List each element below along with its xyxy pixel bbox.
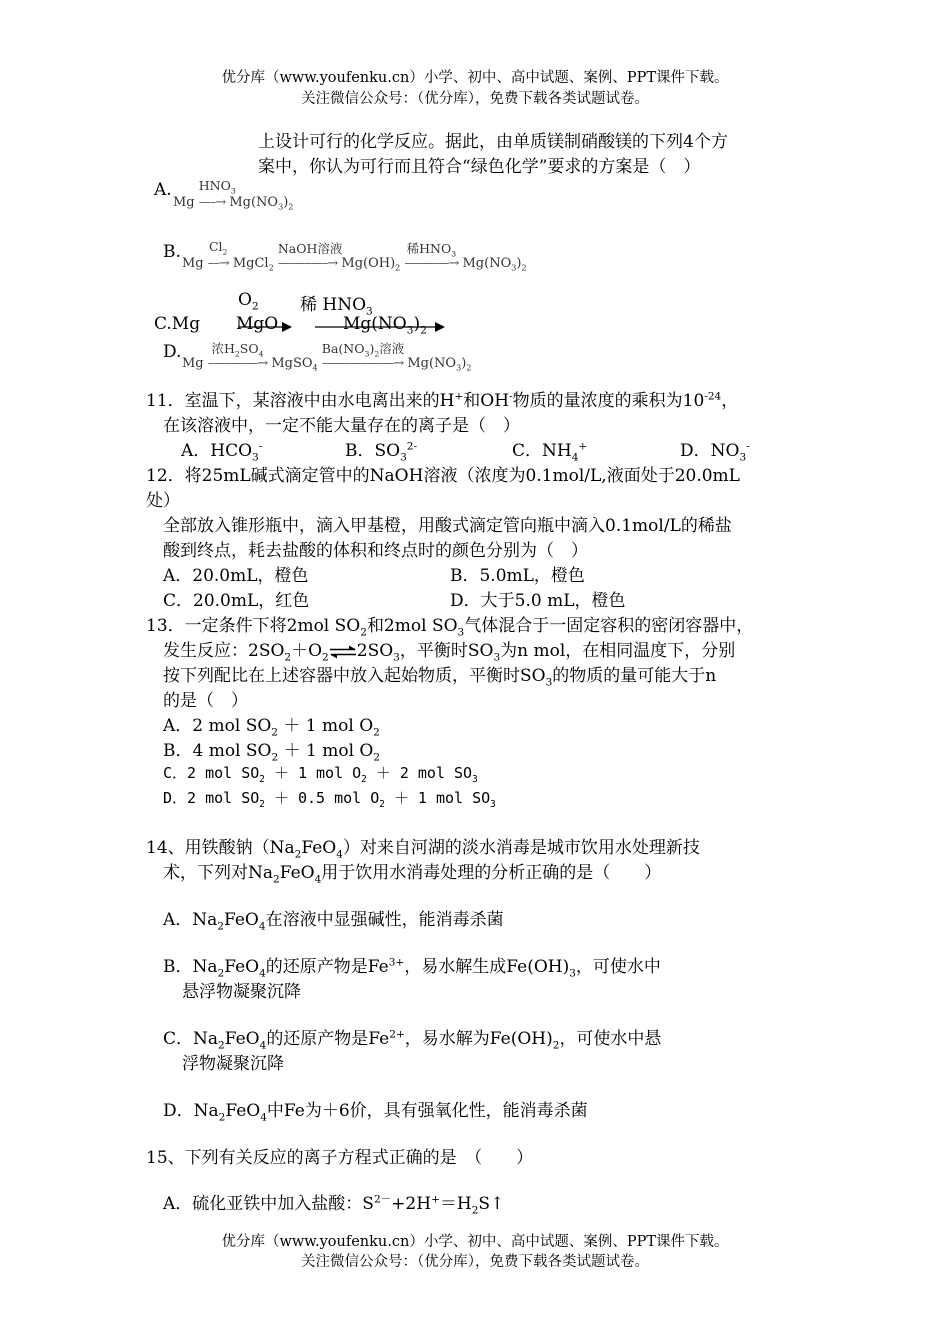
sub: 2 bbox=[294, 848, 302, 861]
q15-option-a bbox=[163, 1189, 505, 1217]
sub: 2 bbox=[552, 1039, 560, 1052]
text: A．HCO bbox=[181, 441, 253, 461]
q10-option-d-scheme bbox=[182, 341, 472, 373]
text: FeO bbox=[224, 1029, 260, 1049]
text: FeO bbox=[279, 863, 315, 883]
q12-stem-line-3: 全部放入锥形瓶中，滴入甲基橙，用酸式滴定管向瓶中滴入0.1mol/L的稀盐 bbox=[163, 516, 732, 536]
q14-option-c bbox=[163, 1024, 662, 1052]
header-line-2: 关注微信公众号：（优分库），免费下载各类试题试卷。 bbox=[301, 91, 649, 107]
reagent: Ba(NO bbox=[321, 341, 365, 356]
arrow-head-2 bbox=[435, 322, 445, 332]
text: ＝H bbox=[439, 1194, 472, 1214]
sub: 2 bbox=[395, 263, 401, 273]
sup: 2- bbox=[406, 440, 418, 453]
sub: 2 bbox=[217, 967, 225, 980]
q13-option-d bbox=[163, 787, 496, 808]
text: A．2 mol SO bbox=[163, 716, 272, 736]
sup: 2－ bbox=[373, 1193, 392, 1206]
sub: 3 bbox=[252, 451, 259, 464]
text: 的还原产物是Fe bbox=[266, 1029, 390, 1049]
sub: 2 bbox=[361, 774, 367, 785]
sub: 3 bbox=[230, 186, 236, 196]
q10-option-b-label: B. bbox=[163, 242, 181, 262]
sup: - bbox=[258, 440, 263, 453]
reaction-arrow: 浓$H_2SO_4$ –––––––––→ bbox=[207, 341, 268, 371]
q10-option-c-product-2 bbox=[343, 314, 427, 337]
sub: 3 bbox=[456, 363, 462, 373]
q12-option-a: A．20.0mL，橙色 bbox=[163, 566, 309, 586]
paren: ) bbox=[461, 356, 467, 371]
reagent: NaOH溶液 bbox=[277, 241, 343, 256]
sub: 2 bbox=[521, 263, 527, 273]
sub: 2 bbox=[284, 651, 292, 664]
text: C．Na bbox=[163, 1029, 219, 1049]
text: A．Na bbox=[163, 910, 218, 930]
reaction-arrow: 稀$HNO_3$ ––––––––→ bbox=[404, 241, 459, 271]
product: Mg(NO bbox=[229, 195, 279, 210]
reagent: SO bbox=[239, 341, 259, 356]
text: +2H bbox=[391, 1194, 432, 1214]
sup: - bbox=[746, 440, 750, 453]
text: A．硫化亚铁中加入盐酸：S bbox=[163, 1194, 374, 1214]
q10-option-d-label: D. bbox=[163, 342, 182, 362]
sub: 2 bbox=[259, 799, 265, 810]
sub: 2 bbox=[273, 873, 280, 886]
q13-stem-line-3 bbox=[163, 661, 717, 689]
text: 物质的量浓度的乘积为10 bbox=[512, 391, 705, 411]
sub: 2 bbox=[360, 626, 367, 639]
sup: + bbox=[578, 440, 588, 453]
text: 按下列配比在上述容器中放入起始物质，平衡时SO bbox=[163, 666, 546, 686]
text: B．SO bbox=[345, 441, 401, 461]
q10-option-c-reagent-2 bbox=[300, 290, 373, 318]
sub: 3 bbox=[457, 626, 465, 639]
q13-stem-line-2 bbox=[163, 636, 736, 664]
reagent: 稀 HNO bbox=[300, 295, 367, 315]
reagent: O bbox=[238, 290, 252, 310]
sub: 3 bbox=[511, 263, 517, 273]
sub: 2 bbox=[471, 1204, 479, 1217]
sup: + bbox=[454, 390, 464, 403]
reaction-arrow: NaOH溶液 –––––––––→ bbox=[277, 241, 343, 271]
sub: 2 bbox=[234, 349, 240, 359]
product: Mg(NO bbox=[462, 256, 512, 271]
reaction-arrow: $Ba(NO_3)_2$溶液 –––––––––––––→ bbox=[321, 341, 405, 371]
sub: 3 bbox=[406, 324, 414, 337]
sub: 4 bbox=[571, 451, 579, 464]
q10-option-c-label: C.Mg bbox=[154, 314, 201, 334]
text: C．2 mol SO bbox=[163, 764, 260, 782]
sub: 4 bbox=[258, 920, 266, 933]
text: ＋ 1 mol O bbox=[277, 716, 374, 736]
sup: 2+ bbox=[389, 1028, 405, 1041]
q14-option-b-line-2: 悬浮物凝聚沉降 bbox=[182, 982, 301, 1002]
reagent: HNO bbox=[198, 178, 231, 193]
text: 2SO bbox=[356, 641, 394, 661]
mg: Mg bbox=[173, 195, 195, 210]
sub: 3 bbox=[400, 451, 407, 464]
text: FeO bbox=[225, 1101, 261, 1121]
sub: 2 bbox=[373, 726, 380, 739]
sub: 2 bbox=[251, 300, 259, 313]
reagent: Cl bbox=[208, 239, 223, 254]
sub: 2 bbox=[271, 751, 279, 764]
sub: 2 bbox=[218, 1111, 226, 1124]
text: D．2 mol SO bbox=[163, 789, 260, 807]
reagent: 浓H bbox=[211, 341, 235, 356]
q14-stem-line-2 bbox=[163, 858, 662, 886]
text: 的还原产物是Fe bbox=[265, 957, 389, 977]
paren: ) bbox=[413, 314, 421, 334]
sub: 4 bbox=[259, 1039, 267, 1052]
q10-option-a-label: A. bbox=[154, 180, 172, 200]
text: 14、用铁酸钠（Na bbox=[146, 838, 295, 858]
q13-stem-line-4: 的是（ ） bbox=[163, 691, 248, 711]
arrow-head-1 bbox=[282, 322, 292, 332]
sub: 2 bbox=[322, 651, 329, 664]
reaction-arrow: $HNO_3$ –––→ bbox=[198, 178, 236, 210]
footer-line-2: 关注微信公众号：（优分库），免费下载各类试题试卷。 bbox=[301, 1254, 649, 1270]
reaction-arrow: $Cl_2$ ––→ bbox=[207, 239, 229, 271]
paren: ) bbox=[369, 341, 375, 356]
text: ＋O bbox=[291, 641, 323, 661]
product: Mg(NO bbox=[343, 314, 407, 334]
q12-stem-line-1: 12．将25mL碱式滴定管中的NaOH溶液（浓度为0.1mol/L,液面处于20.0mL bbox=[146, 466, 740, 486]
q11-stem-line-2: 在该溶液中，一定不能大量存在的离子是（ ） bbox=[163, 416, 520, 436]
text: D．NO bbox=[680, 441, 740, 461]
text: 13．一定条件下将2mol SO bbox=[146, 616, 361, 636]
sub: 2 bbox=[271, 726, 278, 739]
sub: 4 bbox=[260, 1111, 267, 1124]
q13-stem-line-1 bbox=[146, 611, 754, 639]
text: C．NH bbox=[512, 441, 572, 461]
q12-option-c: C．20.0mL，红色 bbox=[163, 591, 310, 611]
q11-option-d bbox=[680, 436, 750, 464]
q11-stem-line-1 bbox=[146, 386, 738, 411]
reagent: 溶液 bbox=[379, 341, 405, 356]
sub: 3 bbox=[472, 774, 478, 785]
q14-stem-line-1 bbox=[146, 833, 700, 861]
q14-option-b bbox=[163, 952, 661, 980]
sup: - bbox=[509, 390, 513, 403]
q11-option-a bbox=[181, 436, 263, 464]
text: 中Fe为＋6价，具有强氧化性，能消毒杀菌 bbox=[266, 1101, 588, 1121]
product: MgCl bbox=[232, 256, 269, 271]
text: B．4 mol SO bbox=[163, 741, 272, 761]
sub: 2 bbox=[222, 247, 228, 257]
text: D．Na bbox=[163, 1101, 219, 1121]
sub: 3 bbox=[569, 967, 576, 980]
sup: 3+ bbox=[388, 956, 405, 969]
sub: 3 bbox=[364, 349, 370, 359]
sub: 3 bbox=[366, 305, 373, 318]
product: Mg(OH) bbox=[341, 256, 396, 271]
q10-option-a-scheme bbox=[173, 178, 294, 212]
q10-stem-line-2: 案中，你认为可行而且符合“绿色化学”要求的方案是（ ） bbox=[258, 157, 701, 177]
reagent: 稀HNO bbox=[406, 241, 452, 256]
q13-option-c bbox=[163, 762, 478, 783]
q10-option-b-scheme bbox=[182, 239, 527, 273]
q10-stem-line-1: 上设计可行的化学反应。据此，由单质镁制硝酸镁的下列4个方 bbox=[258, 132, 728, 152]
q15-stem: 15、下列有关反应的离子方程式正确的是 （ ） bbox=[146, 1148, 534, 1168]
text: ，可使水中 bbox=[575, 957, 661, 977]
q13-option-b bbox=[163, 736, 381, 764]
text: 和2mol SO bbox=[366, 616, 458, 636]
sub: 3 bbox=[545, 676, 553, 689]
sub: 2 bbox=[218, 1039, 225, 1052]
q12-option-b: B．5.0mL，橙色 bbox=[450, 566, 585, 586]
header-line-1: 优分库（www.youfenku.cn）小学、初中、高中试题、案例、PPT课件下载。 bbox=[221, 70, 729, 86]
sub: 2 bbox=[379, 799, 385, 810]
text: 术，下列对Na bbox=[163, 863, 274, 883]
text: ）对来自河湖的淡水消毒是城市饮用水处理新技 bbox=[342, 838, 700, 858]
q12-option-d: D．大于5.0 mL，橙色 bbox=[450, 591, 626, 611]
text: 在溶液中显强碱性，能消毒杀菌 bbox=[265, 910, 504, 930]
sup: -24 bbox=[704, 390, 722, 403]
sup: + bbox=[431, 1193, 440, 1206]
text: ＋ 0.5 mol O bbox=[264, 789, 380, 807]
sub: 2 bbox=[288, 202, 294, 212]
text: 发生反应：2SO bbox=[163, 641, 285, 661]
q11-option-c bbox=[512, 436, 588, 464]
sub: 2 bbox=[217, 920, 224, 933]
text: FeO bbox=[224, 957, 260, 977]
q14-option-c-line-2: 浮物凝聚沉降 bbox=[182, 1054, 284, 1074]
equilibrium-arrow-icon bbox=[329, 645, 357, 659]
sub: 3 bbox=[393, 651, 400, 664]
text: ＋ 2 mol SO bbox=[366, 764, 473, 782]
sub: 2 bbox=[374, 349, 380, 359]
mg: Mg bbox=[182, 256, 204, 271]
mg: Mg bbox=[182, 356, 204, 371]
text: ，平衡时SO bbox=[399, 641, 494, 661]
sub: 3 bbox=[493, 651, 501, 664]
text: ，易水解生成Fe(OH) bbox=[404, 957, 570, 977]
sub: 3 bbox=[739, 451, 747, 464]
text: FeO bbox=[301, 838, 337, 858]
sub: 2 bbox=[268, 263, 274, 273]
product: MgSO bbox=[271, 356, 313, 371]
paren: ) bbox=[283, 195, 289, 210]
q11-option-b bbox=[345, 436, 418, 464]
sub: 4 bbox=[259, 967, 266, 980]
sub: 2 bbox=[373, 751, 381, 764]
sub: 2 bbox=[259, 774, 265, 785]
q10-option-c-reagent-1 bbox=[238, 290, 259, 313]
paren: ) bbox=[516, 256, 522, 271]
text: 和OH bbox=[463, 391, 510, 411]
sub: 4 bbox=[336, 848, 343, 861]
sub: 3 bbox=[451, 249, 457, 259]
text: S↑ bbox=[478, 1194, 505, 1214]
sub: 4 bbox=[312, 363, 318, 373]
text: FeO bbox=[224, 910, 259, 930]
text: 用于饮用水消毒处理的分析正确的是（ ） bbox=[321, 863, 662, 883]
text: B．Na bbox=[163, 957, 218, 977]
text: 气体混合于一固定容积的密闭容器中， bbox=[464, 616, 754, 636]
text: ， bbox=[721, 391, 739, 411]
text: ＋ 1 mol SO bbox=[384, 789, 491, 807]
sub: 2 bbox=[466, 363, 472, 373]
q14-option-a bbox=[163, 905, 504, 933]
text: ＋ 1 mol O bbox=[278, 741, 374, 761]
q12-stem-line-4: 酸到终点，耗去盐酸的体积和终点时的颜色分别为（ ） bbox=[163, 541, 588, 561]
text: 11．室温下，某溶液中由水电离出来的H bbox=[146, 391, 455, 411]
text: ，可使水中悬 bbox=[559, 1029, 662, 1049]
q12-stem-line-2: 处） bbox=[146, 491, 180, 511]
footer-line-1: 优分库（www.youfenku.cn）小学、初中、高中试题、案例、PPT课件下载。 bbox=[221, 1234, 729, 1250]
text: ＋ 1 mol O bbox=[264, 764, 362, 782]
text: 为n mol，在相同温度下，分别 bbox=[500, 641, 736, 661]
sub: 3 bbox=[278, 202, 284, 212]
text: ，易水解为Fe(OH) bbox=[404, 1029, 553, 1049]
q10-option-c-product-1: MgO bbox=[236, 314, 279, 334]
text: 的物质的量可能大于n bbox=[552, 666, 717, 686]
q13-option-a bbox=[163, 711, 380, 739]
sub: 4 bbox=[314, 873, 322, 886]
sub: 2 bbox=[420, 324, 427, 337]
product: Mg(NO bbox=[407, 356, 457, 371]
sub: 3 bbox=[490, 799, 496, 810]
sub: 4 bbox=[258, 349, 264, 359]
q14-option-d bbox=[163, 1096, 588, 1124]
